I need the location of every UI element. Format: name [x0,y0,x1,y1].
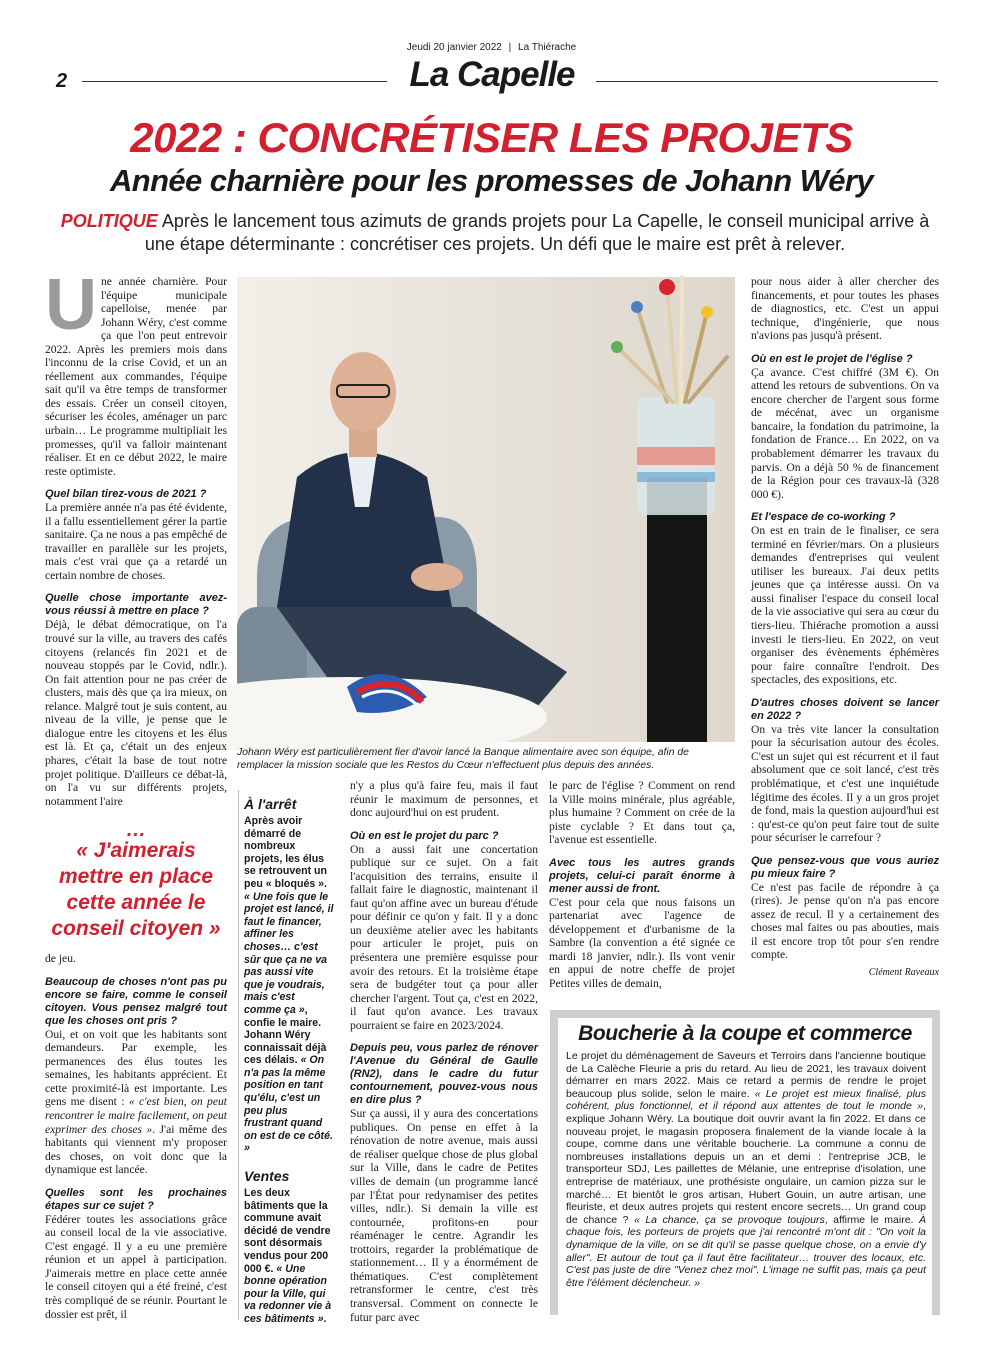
answer-4: Fédérer toutes les associations grâce au conseil local de la vie associative. C'est engagé. Il y a eu une première réunion et un appel à participation. J'aimerais mettre en place cette année le conseil citoyen qui a été freiné, c'est très compliqué de se réunir. Pourtant le dossier est prêt, il [45,1212,227,1321]
answer-3-quote: « c'est bien, on peut rencontrer le maire facilement, on peut exprimer des choses » [45,1095,227,1136]
date: Jeudi 20 janvier 2022 [406,42,502,53]
col4-question-1: Avec tous les autres grands projets, celui-ci paraît énorme à mener aussi de front. [549,856,735,895]
lead-text: Après le lancement tous azimuts de grands projets pour La Capelle, le conseil municipal arrive à une étape déterminante : concrétiser ces projets. Un défi que le maire est prêt à relever. [144,211,930,254]
col3-answer-2: Sur ça aussi, il y aura des concertations publiques. On pense en effet à la rénovation de notre avenue, mais aussi de réaliser quelque chose de plus global sur la Ville, dans le cadre de Petites villes de demain (un programme lancé par l'État pour redynamiser des petites villes, ndlr.). Si demain la ville est contournée, profitons-en pour réaménager le centre. Agrandir les trottoirs, regarder la problématique de stationnement… Il y a énormément de thématiques. C'est complètement retransformer le centre, c'est très transversal. Comment on connecte le futur parc avec [350,1107,538,1324]
answer-2: Déjà, le débat démocratique, on l'a trouvé sur la ville, au travers des cafés citoyens (relancés fin 2021 et de nouveau stoppés par le Covid, ndlr.). On fait attention pour ne pas créer de clusters, mais dès que ça ira mieux, on relance. Malgré tout je suis content, au niveau de la ville, je pense que le dialogue entre les citoyens et les élus est là. Et ça, c'était un des enjeux phares, c'était la base de tout notre projet politique. D'ailleurs ce débat-là, on l'a vu sur différents projets, notamment l'aire [45,618,227,808]
question-2: Quelle chose importante avez-vous réussi à mettre en place ? [45,592,227,618]
sidebar-quote-2: « On n'a pas la même position en tant qu'élu, c'est un peu plus frustrant quand on est de ce côté. » [244,1054,333,1155]
col4-answer-1: C'est pour cela que nous faisons un partenariat avec l'agence de développement et d'urbanisme de la Sambre (la convention a été signée ce mardi 18 janvier, ndlr.). Ils vont venir en appui de notre cheffe de projet Petites villes de demain, [549,895,735,991]
sidebar-heading-1: À l'arrêt [244,796,297,812]
answer-3-end: . J'ai même des habitants qui viennent m'y proposer des choses, on voit donc que la dynamique est lancée. [45,1122,227,1177]
sidebar-text-1b: , confie le maire. Johann Wéry connaissait déjà ces délais. [244,1003,327,1067]
section-title: La Capelle [409,55,575,94]
page-number: 2 [56,70,68,92]
col5-answer-1: Ça avance. C'est chiffré (3M €). On attend les retours de subventions. On va encore chercher de l'argent sous forme de mécénat, avec un organisme bancaire, la fondation du patrimoine, la fondation de France… En 2022, on va probablement démarrer les travaux du parvis. On a déjà 50 % de financement de la Région pour ces travaux-là (328 000 €). [751,365,939,501]
sidebar-quote-3: « Une bonne opération pour la Ville, qui va redonner vie à ces bâtiments » [244,1262,332,1325]
red-flower [659,279,675,295]
pull-quote-dots: … [126,819,146,842]
hands [411,563,463,591]
intro-text: ne année charnière. Pour l'équipe municipale capelloise, menée par Johann Wéry, c'est comme ça que l'on peut entrevoir 2022. Après les premiers mois dans l'inconnu de la crise Covid, et un an réellement aux commandes, l'équipe sait qu'il va être temps de transformer des essais. Créer un conseil citoyen, sécuriser les écoles, aménager un parc urbain… Le programme multipliait les promesses, qu'il va falloir maintenant réaliser. Et en ce début 2022, le maire reste optimiste. [45,275,227,478]
col5-answer-3: On va très vite lancer la consultation pour la sécurisation autour des écoles. C'est un sujet qui est récurrent et il faut absolument que ce soit lancé, c'est très problématique, et c'est une inquiétude légitime des écoles. Il y a un gros projet de fond, mais la question aujourd'hui est : qu'est-ce qu'on peut faire tout de suite pour sécuriser le carrefour ? [751,722,939,845]
box-title: Boucherie à la coupe et commerce [578,1022,912,1045]
separator: | [508,42,512,53]
sidebar-quote-1: « Une fois que le projet est lancé, il faut le financer, affiner les choses… c'est sûr que ça ne va pas aussi vite que je voudrais, mais c'est comme ça » [244,890,334,1016]
box-text-1: Le projet du déménagement de Saveurs et Terroirs dans l'ancienne boutique de La Calèche Fleurie a pris du retard. Au lieu de 2021, les travaux doivent démarrer en mars 2022. Mais ce retard a permis de rendre le projet beaucoup plus solide, selon le maire. [566,1050,926,1100]
sidebar-text-1a: Après avoir démarré de nombreux projets, les élus se retrouvent un peu « bloqués ». [244,815,328,890]
pull-quote: « J'aimerais mettre en place cette année le conseil citoyen » [51,839,221,941]
col3-answer-0: n'y a plus qu'à faire feu, mais il faut réunir le maximum de personnes, et donc aujourd'hui on est prudent. [350,779,538,820]
headline: 2022 : CONCRÉTISER LES PROJETS [130,114,853,161]
header-rule-left [82,81,387,82]
lead [55,210,935,256]
box-text [566,1050,926,1310]
sidebar [244,795,334,1325]
answer-3-text: Oui, et on voit que les habitants sont demandeurs. Par exemple, les permanences des élus toutes les semaines, les habitants apprécient. Et cette proximité-là est importante. Les gens me disent : [45,1027,227,1109]
box-text-3: , affirme le maire. [824,1213,914,1226]
photo [237,277,735,742]
kicker: POLITIQUE [60,211,158,231]
sidebar-rule [238,790,239,1320]
column-5 [751,275,939,995]
question-3: Beaucoup de choses n'ont pas pu encore se faire, comme le conseil citoyen. Vous pensez malgré tout que les choses ont pris ? [45,975,227,1027]
column-4 [549,779,735,994]
box-quote-2: « La chance, ça se provoque toujours [633,1213,825,1226]
signature: Clément Raveaux [868,966,939,978]
photo-caption: Johann Wéry est particulièrement fier d'avoir lancé la Banque alimentaire avec son équipe, afin de remplacer la mission sociale que les Restos du Cœur n'effectuent plus depuis des années. [237,747,689,771]
sidebar-heading-2: Ventes [244,1168,290,1185]
col5-answer-0: pour nous aider à aller chercher des financements, et pour toutes les phases de diagnostics, etc. C'est un appui technique, d'ingénierie, que nous n'avions pas jusqu'à présent. [751,275,939,343]
box-quote-3: À chaque fois, les porteurs de projets que j'ai rencontré m'ont dit : "On voit la dynamique de la ville, on se dit qu'il se passe quelque chose, on a envie d'y aller". Et autour de tout ça il faut être facilitateur… trouver des locaux, etc. C'est pas juste de dire "Venez chez moi". L'image ne suffit pas, mais ça peut être l'élément déclencheur. » [566,1213,927,1289]
answer-3 [45,1028,227,1177]
pedestal [647,477,707,742]
date-line [0,42,983,53]
sidebar-text-1 [244,815,334,1155]
answer-1: La première année n'a pas été évidente, il a fallu essentiellement gérer la partie sanitaire. Ça ne nous a pas empêché de travailler en parallèle sur les projets, mais c'est vrai que ça a retardé un certain nombre de choses. [45,501,228,582]
col5-question-1: Où en est le projet de l'église ? [751,352,913,365]
sidebar-text-2a: Les deux bâtiments que la commune avait décidé de vendre sont désormais vendus pour 200 000 €. [244,1187,331,1275]
col5-question-3: D'autres choses doivent se lancer en 2022 ? [751,696,939,722]
question-1: Quel bilan tirez-vous de 2021 ? [45,488,207,501]
sidebar-text-2b: . [323,1312,327,1325]
edition: La Thiérache [518,42,577,53]
question-4: Quelles sont les prochaines étapes sur ce sujet ? [45,1186,227,1212]
drop-cap: U [45,265,97,345]
box-text-2: , explique Johann Wéry. La boutique doit ouvrir avant la fin 2022. Et dans ce nouveau projet, le magasin proposera finalement de la viande locale à la coupe, comme dans une véritable boucherie. La commune a connu de nombreuses installations depuis un an et demi : l'entreprise JCB, le transporteur SDJ, Les paillettes de Mélanie, une entreprise d'isolation, une entreprise de matériaux, une prothésiste ongulaire, un camion pizza sur le marché… Et bientôt le gros artisan, Hubert Gouin, un autre artisan, une fleuriste, et deux autres projets qui restent encore secrets… Un grand coup de chance ? [566,1100,926,1226]
box-quote-1: « Le projet est mieux finalisé, plus cohérent, plus fonctionnel, et il répond aux attentes de tout le monde » [566,1087,927,1113]
col5-answer-4: Ce n'est pas facile de répondre à ça (rires). Je pense qu'on n'a pas encore assez de recul. Il y a certainement des choses mal faites ou pas abouties, mais il est encore trop tôt pour s'en rendre compte. [751,880,939,962]
col3-question-2: Depuis peu, vous parlez de rénover l'Avenue du Général de Gaulle (RN2), dans le cadre du futur contournement, pouvez-vous nous en dire plus ? [350,1042,538,1107]
answer-2-end: de jeu. [45,952,76,966]
header-rule-right [596,81,938,82]
col5-question-4: Que pensez-vous que vous auriez pu mieux faire ? [751,854,939,880]
portrait-illustration [237,277,735,742]
face [330,352,396,432]
col3-question-1: Où en est le projet du parc ? [350,829,499,842]
sidebar-text-2 [244,1187,334,1326]
column-3 [350,779,538,1324]
pull-quote-block [45,819,227,942]
col4-answer-0: le parc de l'église ? Comment on rend la Ville moins minérale, plus agréable, plus humaine ? Comment on crée de la piste cyclable ? Et dans tout ça, l'avenue est essentielle. [549,779,735,847]
col3-answer-1: On a aussi fait une concertation publique sur ce sujet. On a fait l'acquisition des terrains, ensuite il fallait faire le diagnostic, maintenant il faut qu'on affine avec un bureau d'étude pour définir ce qu'on y fait. Il y a donc un deuxième atelier avec les habitants pour articuler le projet, puis on présentera une première esquisse pour avoir des retours. Et la troisième étape sera de budgéter tout ça pour aller chercher l'argent. Tout ça, c'est en 2022, il faut qu'on avance. Les travaux pourraient se faire en 2023/2024. [350,842,538,1032]
col5-question-2: Et l'espace de co-working ? [751,511,896,524]
column-1 [45,265,228,1321]
col5-answer-2: On est en train de le finaliser, ce sera terminé en février/mars. On a plusieurs demandes d'entreprises qui veulent utiliser les bureaux. J'ai deux petits jeunes que ça intéresse aussi. On va aussi finaliser l'espace du conseil local de la vie associative qui sera au cœur du tiers-lieu. Thiérache promotion a aussi investi le tiers-lieu. En 2022, on veut organiser des évènements éphémères pour faire connaître l'endroit. Des spectacles, des expositions, etc. [751,524,939,687]
subheadline: Année charnière pour les promesses de Johann Wéry [109,163,874,198]
